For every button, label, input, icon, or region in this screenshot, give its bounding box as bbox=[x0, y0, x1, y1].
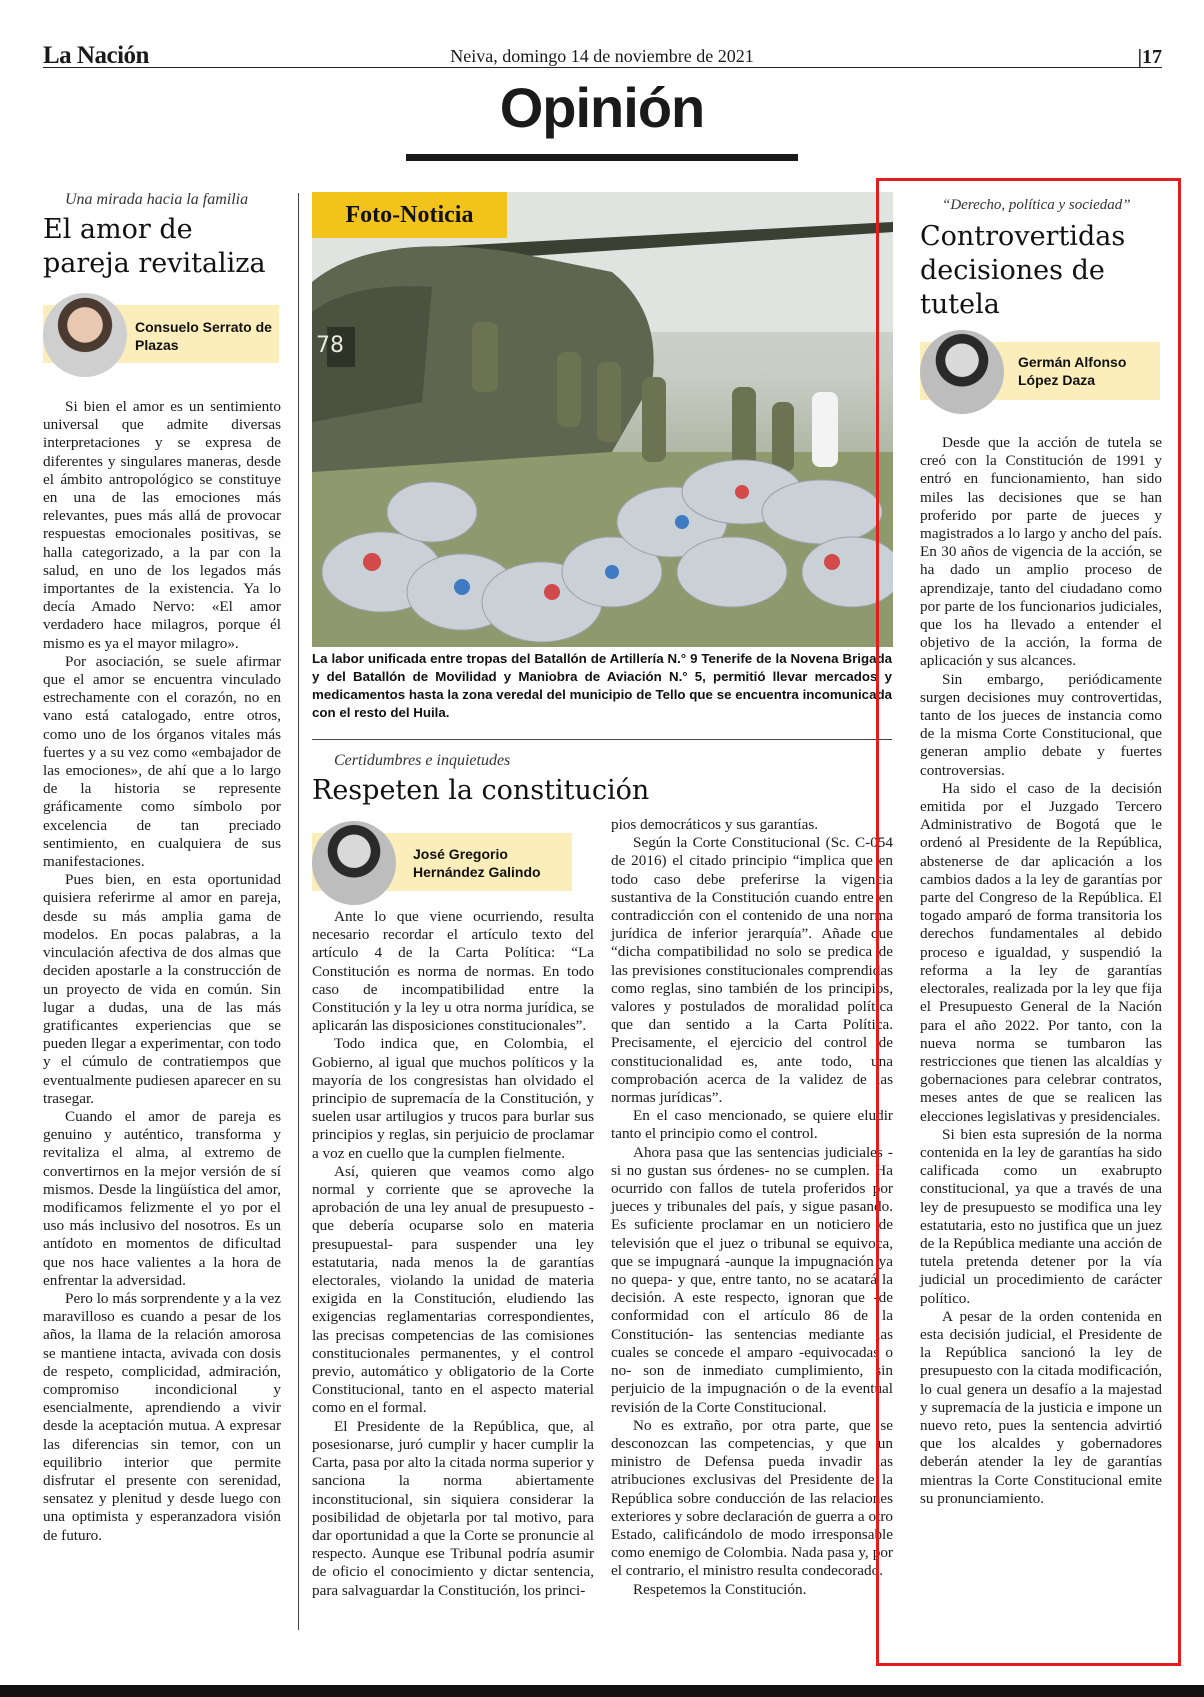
left-headline: El amor de pareja revitaliza bbox=[43, 214, 266, 279]
paragraph: Si bien esta supresión de la norma contenida en la ley de garantías ha sido calificada como un exabrupto constitucional, ya que a través de una ley de presupuesto se modifica una ley estatutaria, esto no justifica que un juez de la República mediante una acción de tutela pretenda detener por la vía judicial un procedimiento de carácter político. bbox=[920, 1125, 1162, 1307]
right-article bbox=[920, 197, 1160, 322]
paragraph: El Presidente de la República, que, al posesionarse, juró cumplir y hacer cumplir la Carta, pasa por alto la citada norma superior y sanciona la norma abiertamente inconstitucional, sin siquiera considerar la posibilidad de objetarla por tal motivo, para dar oportunidad a que la Corte se pronuncie al respecto. Aunque ese Tribunal podría asumir de oficio el conocimiento y dictar sentencia, para salvaguardar la Constitución, los princi- bbox=[312, 1417, 594, 1599]
paragraph: Pero lo más sorprendente y a la vez maravilloso es cuando a pesar de los años, la llama de la relación amorosa se mantiene intacta, avivada con dosis de respeto, complicidad, admiración, compromiso incondicional y esencialmente, aprendiendo a vivir desde la aceptación mutua. A expresar las diferencias sin temor, con un equilibrio interior que permite disfrutar el presente con serenidad, sensatez y plenitud y desde luego con una optimista y esperanzadora visión de futuro. bbox=[43, 1289, 281, 1544]
paragraph: Desde que la acción de tutela se creó con la Constitución de 1991 y entró en funcionamiento, han sido miles las decisiones que se han proferido por parte de jueces y magistrados a lo largo y ancho del país. En 30 años de vigencia de la acción, se ha dado un amplio proceso de aprendizaje, tanto del ciudadano como por parte de los funcionarios judiciales, que los ha llevado a entender el objetivo de la acción, la forma de aplicación y sus alcances. bbox=[920, 434, 1162, 670]
section-title: Opinión bbox=[499, 76, 705, 139]
page-number: |17 bbox=[1137, 46, 1162, 68]
bottom-bar bbox=[0, 1685, 1204, 1697]
avatar bbox=[312, 821, 396, 905]
middle-article-header bbox=[312, 752, 892, 808]
paragraph: Pues bien, en esta oportunidad quisiera referirme al amor en pareja, desde su más amplia gama de modelos. En pocas palabras, a la vinculación afectiva de dos almas que deciden apostarle a la construcción de un proyecto de vida en común. Sin lugar a dudas, una de las más gratificantes experiencias que se pueden llegar a experimentar, con todo y el cúmulo de contratiempos que eventualmente pudiesen aparecer en su trasegar. bbox=[43, 871, 281, 1107]
paragraph: pios democráticos y sus garantías. bbox=[611, 816, 819, 833]
middle-kicker: Certidumbres e inquietudes bbox=[334, 752, 511, 769]
avatar bbox=[43, 293, 127, 377]
paragraph: Así, quieren que veamos como algo normal y corriente que se aproveche la aprobación de una ley anual de presupuesto -que debería ocuparse solo en materia presupuestal- para suspender una ley estatutaria, nada menos la de garantías electorales, violando la unidad de materia exigida en la Constitución, eludiendo las exigencias reglamentarias correspondientes, las precisas competencias de las comisiones constitucionales permanentes, y el control previo, automático y obligatorio de la Corte Constitucional, tanto en el aspecto material como en el formal. bbox=[312, 1162, 594, 1417]
dateline: Neiva, domingo 14 de noviembre de 2021 bbox=[450, 46, 754, 66]
paragraph: Según la Corte Constitucional (Sc. C-054 de 2016) el citado principio “implica que en todo caso debe preferirse la vigencia sustantiva de la Constitución cuando entre en contradicción con el contenido de una norma jurídica de inferior jerarquía”. Añade que “dicha compatibilidad no solo se predica de las previsiones constitucionales comprendidas como reglas, sino también de los principios, valores y postulados de moralidad política que dan sentido a la Carta Política. Precisamente, el ejercicio del control de constitucionalidad es, ante todo, una comprobación acerca de la validez de las normas jurídicas”. bbox=[611, 834, 893, 1107]
paragraph: Todo indica que, en Colombia, el Gobierno, al igual que muchos políticos y la mayoría de los congresistas han olvidado el principio de supremacía de la Constitución, y suelen usar artilugios y trucos para burlar sus principios y reglas, sin perjuicio de proclamar a voz en cuello que la cumplen fielmente. bbox=[312, 1035, 594, 1162]
paragraph: Ahora pasa que las sentencias judiciales -si no gustan sus órdenes- no se cumplen. Ha ocurrido con fallos de tutela proferidos por jueces y tribunales del país, y sigue pasando. Es suficiente proclamar en un noticiero de televisión que el juez o tribunal se equivoca, que se impugnará -aunque la impugnación ya no quepa- y que, entre tanto, no se acatará la decisión. A este respecto, ignoran que -de conformidad con el artículo 86 de la Constitución- las sentencias mediante las cuales se concede el amparo -equivocadas o no- son de inmediato cumplimiento, sin perjuicio de la impugnación o de la eventual revisión de la Corte Constitucional. bbox=[611, 1143, 893, 1416]
paragraph: Respetemos la Constitución. bbox=[633, 1580, 807, 1598]
helicopter-number: 78 bbox=[316, 333, 344, 358]
right-body bbox=[920, 434, 1162, 1508]
middle-body-col2 bbox=[611, 816, 893, 1599]
paragraph: No es extraño, por otra parte, que se desconozcan las competencias, y que un ministro de Defensa pueda invadir las atribuciones exclusivas del Presidente de la República sobre conducción de las relaciones exteriores y sobre declaración de guerra a otro Estado, calificándolo de modo irresponsable como enemigo de Colombia. Nada pasa y, por el contrario, el ministro resulta condecorado. bbox=[611, 1416, 893, 1580]
middle-author: José Gregorio Hernández Galindo bbox=[413, 846, 541, 880]
left-article bbox=[43, 191, 281, 281]
news-photo bbox=[312, 192, 893, 647]
paragraph: Si bien el amor es un sentimiento universal que admite diversas interpretaciones y se expresa de diferentes y singulares maneras, desde el ámbito antropológico se constituye en una de las emociones más relevantes, pues más allá de provocar respuestas emocionales positivas, se halla categorizado, a la par con la salud, en uno de los legados más importantes de la existencia. Ya lo decía Amado Nervo: «El amor verdadero hace milagros, porque él mismo es ya el mayor milagro». bbox=[43, 398, 281, 652]
newspaper-logo: La Nación bbox=[43, 42, 149, 69]
section-divider bbox=[312, 739, 892, 740]
paragraph: Sin embargo, periódicamente surgen decisiones muy controvertidas, tanto de los jueces de instancia como de la misma Corte Constitucional, que generan amplio debate y fuertes controversias. bbox=[920, 670, 1162, 779]
right-author: Germán Alfonso López Daza bbox=[1018, 354, 1127, 388]
paragraph: Ante lo que viene ocurriendo, resulta necesario recordar el artículo texto del artículo 4 de la Carta Política: “La Constitución es norma de normas. En todo caso de incompatibilidad entre la Constitución y la ley u otra norma jurídica, se aplicarán las disposiciones constitucionales”. bbox=[312, 908, 594, 1035]
photo-caption: La labor unificada entre tropas del Batallón de Artillería N.° 9 Tenerife de la Novena Brigada y del Batallón de Movilidad y Maniobra de Aviación N.° 5, permitió llevar mercados y medicamentos hasta la zona veredal del municipio de Tello que se encuentra incomunicada con el resto del Huila. bbox=[312, 651, 892, 720]
paragraph: A pesar de la orden contenida en esta decisión judicial, el Presidente de la República sancionó la ley de presupuesto con la citada modificación, lo cual genera un desafío a la majestad y supremacía de la justicia e impone un nuevo reto, pues la sentencia advirtió que los alcaldes y gobernadores deberán atender la ley de garantías mientras la Corte Constitucional emite su pronunciamiento. bbox=[920, 1307, 1162, 1507]
middle-headline: Respeten la constitución bbox=[312, 775, 650, 806]
right-kicker: “Derecho, política y sociedad” bbox=[942, 197, 1131, 213]
paragraph: En el caso mencionado, se quiere eludir tanto el principio como el control. bbox=[611, 1107, 893, 1143]
left-author: Consuelo Serrato de Plazas bbox=[135, 319, 272, 353]
helicopter-scene-illustration bbox=[312, 192, 893, 647]
avatar bbox=[920, 330, 1004, 414]
left-kicker: Una mirada hacia la familia bbox=[65, 191, 249, 208]
paragraph: Por asociación, se suele afirmar que el amor se encuentra vinculado estrechamente con el corazón, no en vano está catalogado, entre otros, como uno de los órganos vitales más fuertes y a su vez como «embajador de las emociones», de ahí que a lo largo de la historia se represente gráficamente como símbolo por excelencia de tan preciado sentimiento, en cualquiera de sus manifestaciones. bbox=[43, 652, 281, 871]
middle-body-col1 bbox=[312, 908, 594, 1600]
photo-news-badge: Foto-Noticia bbox=[312, 192, 507, 238]
paragraph: Cuando el amor de pareja es genuino y auténtico, transforma y revitaliza el alma, al extremo de convertirnos en la mejor versión de sí mismos. Desde la lingüística del amor, modificamos felizmente el yo por el uso más inclusivo del nosotros. Es un antídoto en momentos de dificultad que nos hace valientes a la hora de enfrentar la adversidad. bbox=[43, 1107, 281, 1289]
section-underline bbox=[406, 154, 798, 161]
paragraph: Ha sido el caso de la decisión emitida por el Juzgado Tercero Administrativo de Bogotá que le ordenó al Presidente de la República, abstenerse de dar aplicación a los cambios dados a la ley de garantías por parte del Congreso de la República. El togado amparó de forma transitoria los derechos fundamentales al debido proceso e igualdad, y suspendió la reforma a la ley de garantías electorales, realizada por la ley que fija el Presupuesto General de la Nación para el año 2022. Por tanto, con la nueva norma se tumbaron las restricciones que tienen las alcaldías y gobernaciones para celebrar contratos, meses antes de que se realicen las elecciones legislativas y presidenciales. bbox=[920, 779, 1162, 1125]
column-rule bbox=[298, 193, 299, 1630]
right-headline: Controvertidas decisiones de tutela bbox=[920, 221, 1126, 320]
masthead-rule bbox=[43, 67, 1162, 68]
left-body bbox=[43, 398, 281, 1545]
